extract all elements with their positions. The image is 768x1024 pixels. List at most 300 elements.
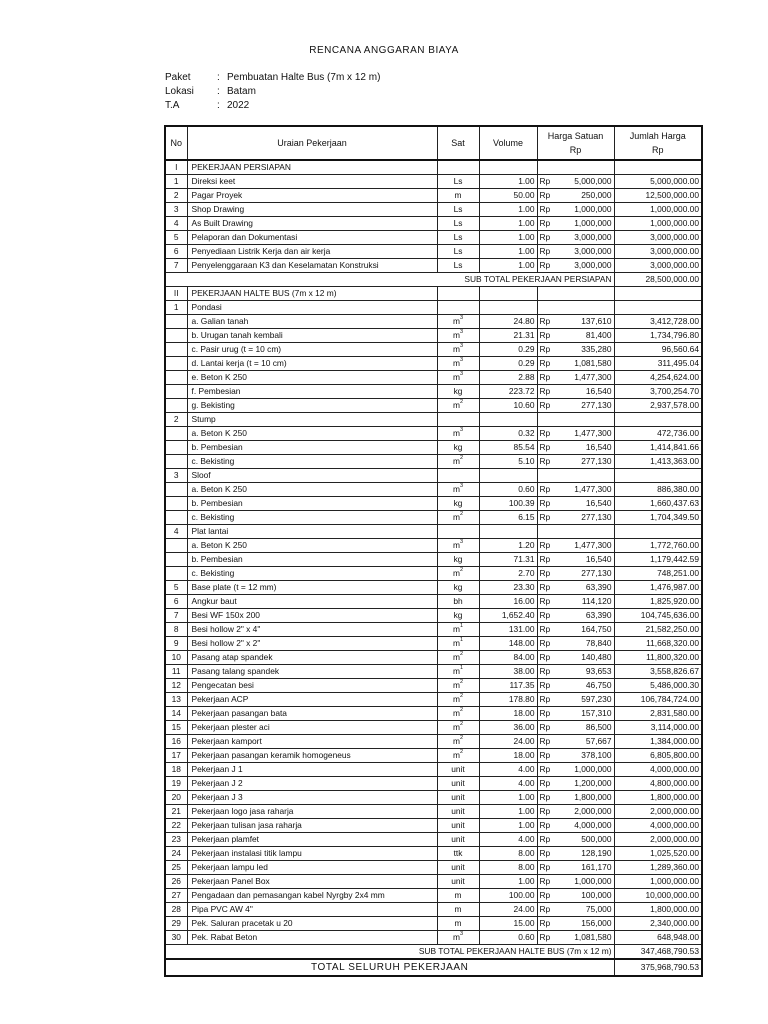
row-jumlah: 11,668,320.00 [614,637,702,651]
row-volume: 1.00 [479,791,537,805]
row-rp: Rp [537,203,557,217]
row-rp: Rp [537,931,557,945]
row-rp: Rp [537,791,557,805]
row-jumlah: 311,495.04 [614,357,702,371]
row-sat [437,903,479,917]
row-volume: 148.00 [479,637,537,651]
row-uraian: b. Urugan tanah kembali [187,329,437,343]
row-volume: 1.00 [479,259,537,273]
table-row [165,567,702,581]
row-no [165,455,187,469]
row-rp: Rp [537,721,557,735]
row-harga: 277,130 [557,399,614,413]
row-uraian: Pagar Proyek [187,189,437,203]
cost-estimate-table [164,125,703,977]
table-row [165,553,702,567]
row-jumlah: 4,800,000.00 [614,777,702,791]
row-harga: 57,667 [557,735,614,749]
unit-text: kg [453,610,463,620]
row-harga: 277,130 [557,455,614,469]
row-volume: 1.00 [479,819,537,833]
row-no: 6 [165,595,187,609]
row-uraian: c. Bekisting [187,455,437,469]
table-row [165,833,702,847]
row-sat [437,721,479,735]
row-volume: 4.00 [479,777,537,791]
meta-key: T.A [165,100,180,111]
row-volume: 100.00 [479,889,537,903]
row-no: 8 [165,623,187,637]
row-uraian: Pipa PVC AW 4" [187,903,437,917]
header-uraian: Uraian Pekerjaan [187,126,437,160]
unit-text: m [452,344,460,354]
header-volume: Volume [479,126,537,160]
row-harga: 5,000,000 [557,175,614,189]
row-jumlah: 3,000,000.00 [614,245,702,259]
row-harga: 63,390 [557,609,614,623]
row-sat [437,259,479,273]
table-row [165,343,702,357]
row-sat [437,805,479,819]
unit-exponent: 3 [459,427,464,433]
row-jumlah: 1,384,000.00 [614,735,702,749]
group-row [165,413,702,427]
row-no: 28 [165,903,187,917]
row-sat [437,651,479,665]
meta-colon: : [217,72,220,83]
row-volume: 10.60 [479,399,537,413]
row-rp: Rp [537,245,557,259]
row-no: 21 [165,805,187,819]
row-rp: Rp [537,595,557,609]
table-row [165,259,702,273]
row-jumlah: 2,000,000.00 [614,805,702,819]
unit-text: m [452,652,460,662]
row-harga: 2,000,000 [557,805,614,819]
unit-text: kg [453,442,463,452]
row-sat [437,189,479,203]
unit-text: m [452,680,460,690]
row-volume: 1.00 [479,203,537,217]
row-jumlah-empty [614,287,702,301]
row-sat [437,581,479,595]
row-volume: 6.15 [479,511,537,525]
unit-text: Ls [453,232,463,242]
row-harga: 277,130 [557,511,614,525]
row-rp: Rp [537,875,557,889]
row-no: 4 [165,217,187,231]
row-uraian: Direksi keet [187,175,437,189]
row-sat [437,231,479,245]
row-rp: Rp [537,833,557,847]
row-uraian: Pasang atap spandek [187,651,437,665]
table-row [165,903,702,917]
row-volume: 21.31 [479,329,537,343]
row-sat [437,917,479,931]
row-sat [437,217,479,231]
row-no: 20 [165,791,187,805]
row-jumlah: 3,000,000.00 [614,259,702,273]
table-row [165,357,702,371]
row-uraian: Pekerjaan logo jasa raharja [187,805,437,819]
unit-exponent: 3 [459,931,464,937]
unit-text: m [452,358,460,368]
row-no [165,483,187,497]
row-sat [437,399,479,413]
row-harga: 157,310 [557,707,614,721]
table-row [165,455,702,469]
row-no [165,343,187,357]
unit-text: m [452,316,460,326]
row-harga: 1,000,000 [557,875,614,889]
row-rp: Rp [537,371,557,385]
row-jumlah: 10,000,000.00 [614,889,702,903]
unit-text: Ls [453,176,463,186]
grand-total-row [165,959,702,976]
header-no: No [165,126,187,160]
row-no: 26 [165,875,187,889]
row-volume: 18.00 [479,749,537,763]
unit-exponent: 3 [459,371,464,377]
subtotal-row [165,273,702,287]
row-rp: Rp [537,903,557,917]
table-row [165,511,702,525]
row-jumlah: 648,948.00 [614,931,702,945]
row-uraian: a. Beton K 250 [187,483,437,497]
row-jumlah: 1,000,000.00 [614,875,702,889]
unit-exponent: 2 [459,749,464,755]
row-uraian: c. Pasir urug (t = 10 cm) [187,343,437,357]
row-no: 6 [165,245,187,259]
row-volume: 2.88 [479,371,537,385]
row-sat [437,441,479,455]
row-harga: 335,280 [557,343,614,357]
row-harga: 86,500 [557,721,614,735]
row-volume: 0.60 [479,931,537,945]
row-sat-empty [437,525,479,539]
row-volume: 1.20 [479,539,537,553]
row-rp: Rp [537,329,557,343]
unit-text: m [452,750,460,760]
row-uraian: Pekerjaan instalasi titik lampu [187,847,437,861]
unit-text: Ls [453,204,463,214]
row-volume: 131.00 [479,623,537,637]
row-jumlah: 2,937,578.00 [614,399,702,413]
row-jumlah: 6,805,800.00 [614,749,702,763]
unit-text: m [454,918,462,928]
row-sat [437,819,479,833]
row-volume: 0.29 [479,343,537,357]
row-sat [437,343,479,357]
row-sat [437,203,479,217]
row-rp-empty [537,413,557,427]
unit-text: m [454,904,462,914]
unit-exponent: 3 [459,315,464,321]
row-rp: Rp [537,889,557,903]
row-uraian: Pengecatan besi [187,679,437,693]
unit-exponent: 3 [459,343,464,349]
row-sat [437,385,479,399]
row-uraian: f. Pembesian [187,385,437,399]
row-volume: 223.72 [479,385,537,399]
row-uraian: Pasang talang spandek [187,665,437,679]
row-uraian: Pekerjaan J 1 [187,763,437,777]
row-no [165,399,187,413]
subtotal-value: 347,468,790.53 [614,945,702,960]
row-jumlah: 3,114,000.00 [614,721,702,735]
unit-exponent: 2 [459,735,464,741]
row-volume: 85.54 [479,441,537,455]
row-sat [437,497,479,511]
row-harga: 1,800,000 [557,791,614,805]
row-harga: 63,390 [557,581,614,595]
subtotal-label: SUB TOTAL PEKERJAAN HALTE BUS (7m x 12 m) [165,945,614,960]
unit-exponent: 2 [459,567,464,573]
unit-text: unit [451,778,465,788]
row-uraian: As Built Drawing [187,217,437,231]
row-uraian: Shop Drawing [187,203,437,217]
unit-text: m [452,694,460,704]
row-jumlah-empty [614,413,702,427]
row-no: 19 [165,777,187,791]
row-rp: Rp [537,777,557,791]
table-row [165,763,702,777]
unit-exponent: 2 [459,721,464,727]
row-no: 2 [165,413,187,427]
unit-text: Ls [453,246,463,256]
row-jumlah: 12,500,000.00 [614,189,702,203]
row-uraian: b. Pembesian [187,497,437,511]
table-row [165,441,702,455]
row-volume: 18.00 [479,707,537,721]
row-volume: 1.00 [479,805,537,819]
grand-total-value: 375,968,790.53 [614,959,702,976]
row-rp: Rp [537,553,557,567]
group-row [165,525,702,539]
row-volume: 36.00 [479,721,537,735]
row-no: 7 [165,609,187,623]
table-row [165,189,702,203]
row-no: 29 [165,917,187,931]
row-volume: 84.00 [479,651,537,665]
table-row [165,245,702,259]
row-harga: 1,200,000 [557,777,614,791]
row-rp: Rp [537,511,557,525]
meta-colon: : [217,86,220,97]
row-rp: Rp [537,707,557,721]
meta-key: Paket [165,72,191,83]
row-no: 1 [165,301,187,315]
subtotal-label: SUB TOTAL PEKERJAAN PERSIAPAN [165,273,614,287]
row-no: 11 [165,665,187,679]
row-jumlah: 3,412,728.00 [614,315,702,329]
unit-text: unit [451,820,465,830]
row-harga: 3,000,000 [557,259,614,273]
unit-text: unit [451,764,465,774]
unit-exponent: 3 [459,357,464,363]
row-harga: 16,540 [557,441,614,455]
row-harga: 140,480 [557,651,614,665]
row-jumlah: 1,289,360.00 [614,861,702,875]
row-sat [437,665,479,679]
row-uraian: Pekerjaan tulisan jasa raharja [187,819,437,833]
unit-exponent: 2 [459,399,464,405]
row-sat [437,427,479,441]
row-jumlah: 1,000,000.00 [614,203,702,217]
table-row [165,175,702,189]
row-rp: Rp [537,259,557,273]
row-harga-empty [557,301,614,315]
row-rp: Rp [537,609,557,623]
header-jumlah-unit: Rp [651,145,664,155]
table-row [165,665,702,679]
meta-value: 2022 [227,100,250,111]
row-volume: 8.00 [479,861,537,875]
row-uraian: Pekerjaan J 2 [187,777,437,791]
table-row [165,861,702,875]
row-sat [437,567,479,581]
row-harga-empty [557,413,614,427]
row-volume: 5.10 [479,455,537,469]
row-harga: 1,477,300 [557,427,614,441]
row-harga: 128,190 [557,847,614,861]
table-row [165,385,702,399]
table-row [165,749,702,763]
row-sat [437,315,479,329]
row-jumlah: 11,800,320.00 [614,651,702,665]
row-harga-empty [557,469,614,483]
row-rp: Rp [537,819,557,833]
row-uraian: Besi WF 150x 200 [187,609,437,623]
unit-text: m [452,456,460,466]
row-harga-empty [557,160,614,175]
row-uraian: Pekerjaan pasangan bata [187,707,437,721]
table-row [165,623,702,637]
row-sat-empty [437,287,479,301]
row-harga: 16,540 [557,385,614,399]
row-uraian: Plat lantai [187,525,437,539]
unit-text: m [452,568,460,578]
unit-exponent: 3 [459,483,464,489]
row-volume: 0.29 [479,357,537,371]
row-no: 16 [165,735,187,749]
row-sat [437,777,479,791]
unit-exponent: 2 [459,707,464,713]
row-uraian: Pekerjaan pasangan keramik homogeneus [187,749,437,763]
unit-exponent: 3 [459,539,464,545]
row-volume: 38.00 [479,665,537,679]
row-uraian: Stump [187,413,437,427]
row-no: 10 [165,651,187,665]
row-no: 24 [165,847,187,861]
row-no [165,385,187,399]
row-jumlah-empty [614,469,702,483]
row-harga: 1,477,300 [557,483,614,497]
row-harga: 1,000,000 [557,217,614,231]
unit-text: unit [451,792,465,802]
unit-text: m [454,890,462,900]
table-row [165,819,702,833]
row-volume: 50.00 [479,189,537,203]
row-rp: Rp [537,693,557,707]
row-volume: 8.00 [479,847,537,861]
row-no: 13 [165,693,187,707]
row-rp: Rp [537,623,557,637]
row-volume: 1,652.40 [479,609,537,623]
unit-text: m [452,372,460,382]
row-no: 18 [165,763,187,777]
row-uraian: Sloof [187,469,437,483]
row-sat [437,637,479,651]
table-row [165,693,702,707]
row-rp: Rp [537,665,557,679]
unit-text: m [452,400,460,410]
row-sat-empty [437,413,479,427]
table-row [165,539,702,553]
row-rp-empty [537,301,557,315]
row-no: I [165,160,187,175]
row-sat [437,609,479,623]
subtotal-value: 28,500,000.00 [614,273,702,287]
row-volume: 23.30 [479,581,537,595]
unit-text: kg [453,498,463,508]
unit-text: m [452,484,460,494]
row-rp: Rp [537,679,557,693]
row-rp: Rp [537,749,557,763]
unit-text: kg [453,554,463,564]
row-sat [437,749,479,763]
row-volume: 1.00 [479,245,537,259]
table-row [165,637,702,651]
row-rp: Rp [537,427,557,441]
row-no [165,497,187,511]
unit-text: m [452,722,460,732]
row-volume-empty [479,160,537,175]
row-jumlah: 1,660,437.63 [614,497,702,511]
unit-text: m [452,736,460,746]
unit-text: m [452,932,460,942]
row-rp-empty [537,469,557,483]
row-rp: Rp [537,637,557,651]
unit-text: m [452,330,460,340]
unit-exponent: 1 [459,665,464,671]
row-rp: Rp [537,805,557,819]
header-harga-satuan [537,126,614,160]
row-rp: Rp [537,917,557,931]
row-harga: 164,750 [557,623,614,637]
unit-text: kg [453,582,463,592]
row-no: 3 [165,203,187,217]
row-jumlah: 4,000,000.00 [614,819,702,833]
row-volume: 100.39 [479,497,537,511]
unit-text: unit [451,806,465,816]
row-rp: Rp [537,651,557,665]
row-rp-empty [537,160,557,175]
row-no: 17 [165,749,187,763]
row-volume: 0.60 [479,483,537,497]
row-volume: 4.00 [479,833,537,847]
row-jumlah: 104,745,636.00 [614,609,702,623]
table-row [165,315,702,329]
row-harga: 1,081,580 [557,357,614,371]
row-no: 27 [165,889,187,903]
row-volume: 1.00 [479,217,537,231]
row-jumlah: 4,254,624.00 [614,371,702,385]
row-sat [437,861,479,875]
table-row [165,203,702,217]
unit-exponent: 2 [459,455,464,461]
unit-exponent: 2 [459,511,464,517]
